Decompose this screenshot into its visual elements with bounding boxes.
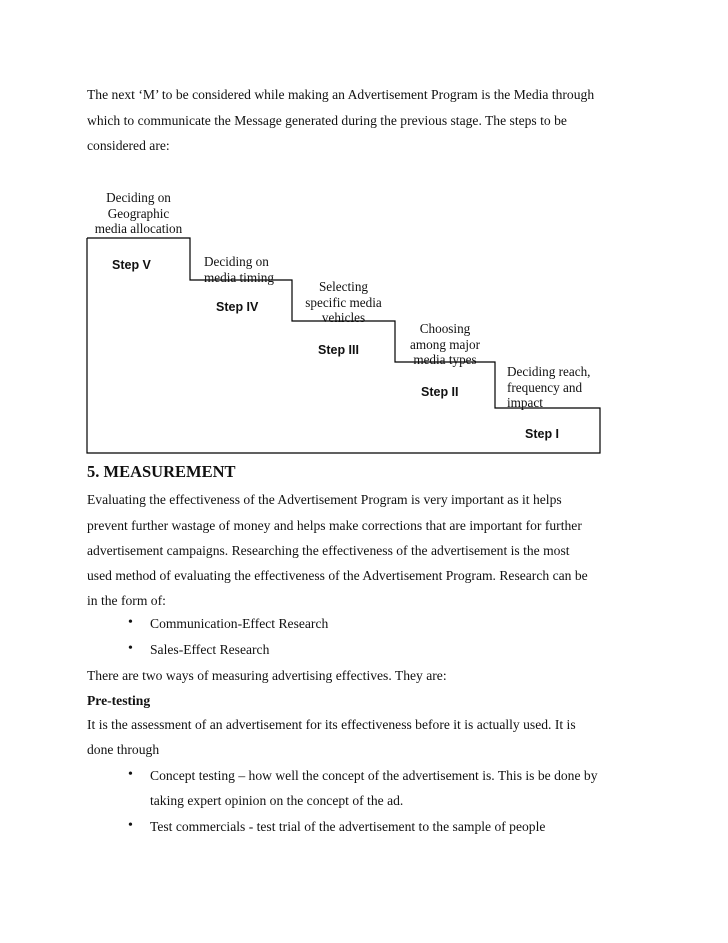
intro-line-3: considered are: <box>87 138 170 153</box>
paragraph-line: It is the assessment of an advertisement for its effectiveness before it is actually used. It is <box>87 717 576 732</box>
ways-intro: There are two ways of measuring advertising effectives. They are: <box>87 668 447 683</box>
step-3-label: Step III <box>318 343 359 357</box>
paragraph-line: prevent further wastage of money and helps make corrections that are important for further <box>87 518 582 533</box>
intro-line-2: which to communicate the Message generated during the previous stage. The steps to be <box>87 113 567 128</box>
step-2-label: Step II <box>421 385 459 399</box>
paragraph-line: used method of evaluating the effectiveness of the Advertisement Program. Research can be <box>87 568 588 583</box>
step-3-description: Selecting specific media vehicles <box>305 279 382 325</box>
bullet-icon: • <box>128 818 133 833</box>
section-heading: 5. MEASUREMENT <box>87 462 236 481</box>
step-4-description: Deciding on media timing <box>204 254 274 285</box>
step-5-description: Deciding on Geographic media allocation <box>94 190 183 236</box>
list-item: Test commercials - test trial of the advertisement to the sample of people <box>150 819 546 834</box>
list-item: Sales-Effect Research <box>150 642 270 657</box>
list-item: Communication-Effect Research <box>150 616 329 631</box>
paragraph-line: advertisement campaigns. Researching the effectiveness of the advertisement is the most <box>87 543 570 558</box>
paragraph-line: done through <box>87 742 160 757</box>
paragraph-line: in the form of: <box>87 593 166 608</box>
step-1-description: Deciding reach, frequency and impact <box>507 364 591 410</box>
paragraph-line: Evaluating the effectiveness of the Advertisement Program is very important as it helps <box>87 492 562 507</box>
step-4-label: Step IV <box>216 300 259 314</box>
list-item: Concept testing – how well the concept of the advertisement is. This is be done by <box>150 768 598 783</box>
step-2-description: Choosing among major media types <box>410 321 480 367</box>
bullet-icon: • <box>128 615 133 630</box>
intro-line-1: The next ‘M’ to be considered while making an Advertisement Program is the Media through <box>87 87 595 102</box>
bullet-icon: • <box>128 767 133 782</box>
pretesting-title: Pre-testing <box>87 693 151 708</box>
step-5-label: Step V <box>112 258 151 272</box>
list-item-continuation: taking expert opinion on the concept of the ad. <box>150 793 404 808</box>
bullet-icon: • <box>128 641 133 656</box>
step-1-label: Step I <box>525 427 560 441</box>
